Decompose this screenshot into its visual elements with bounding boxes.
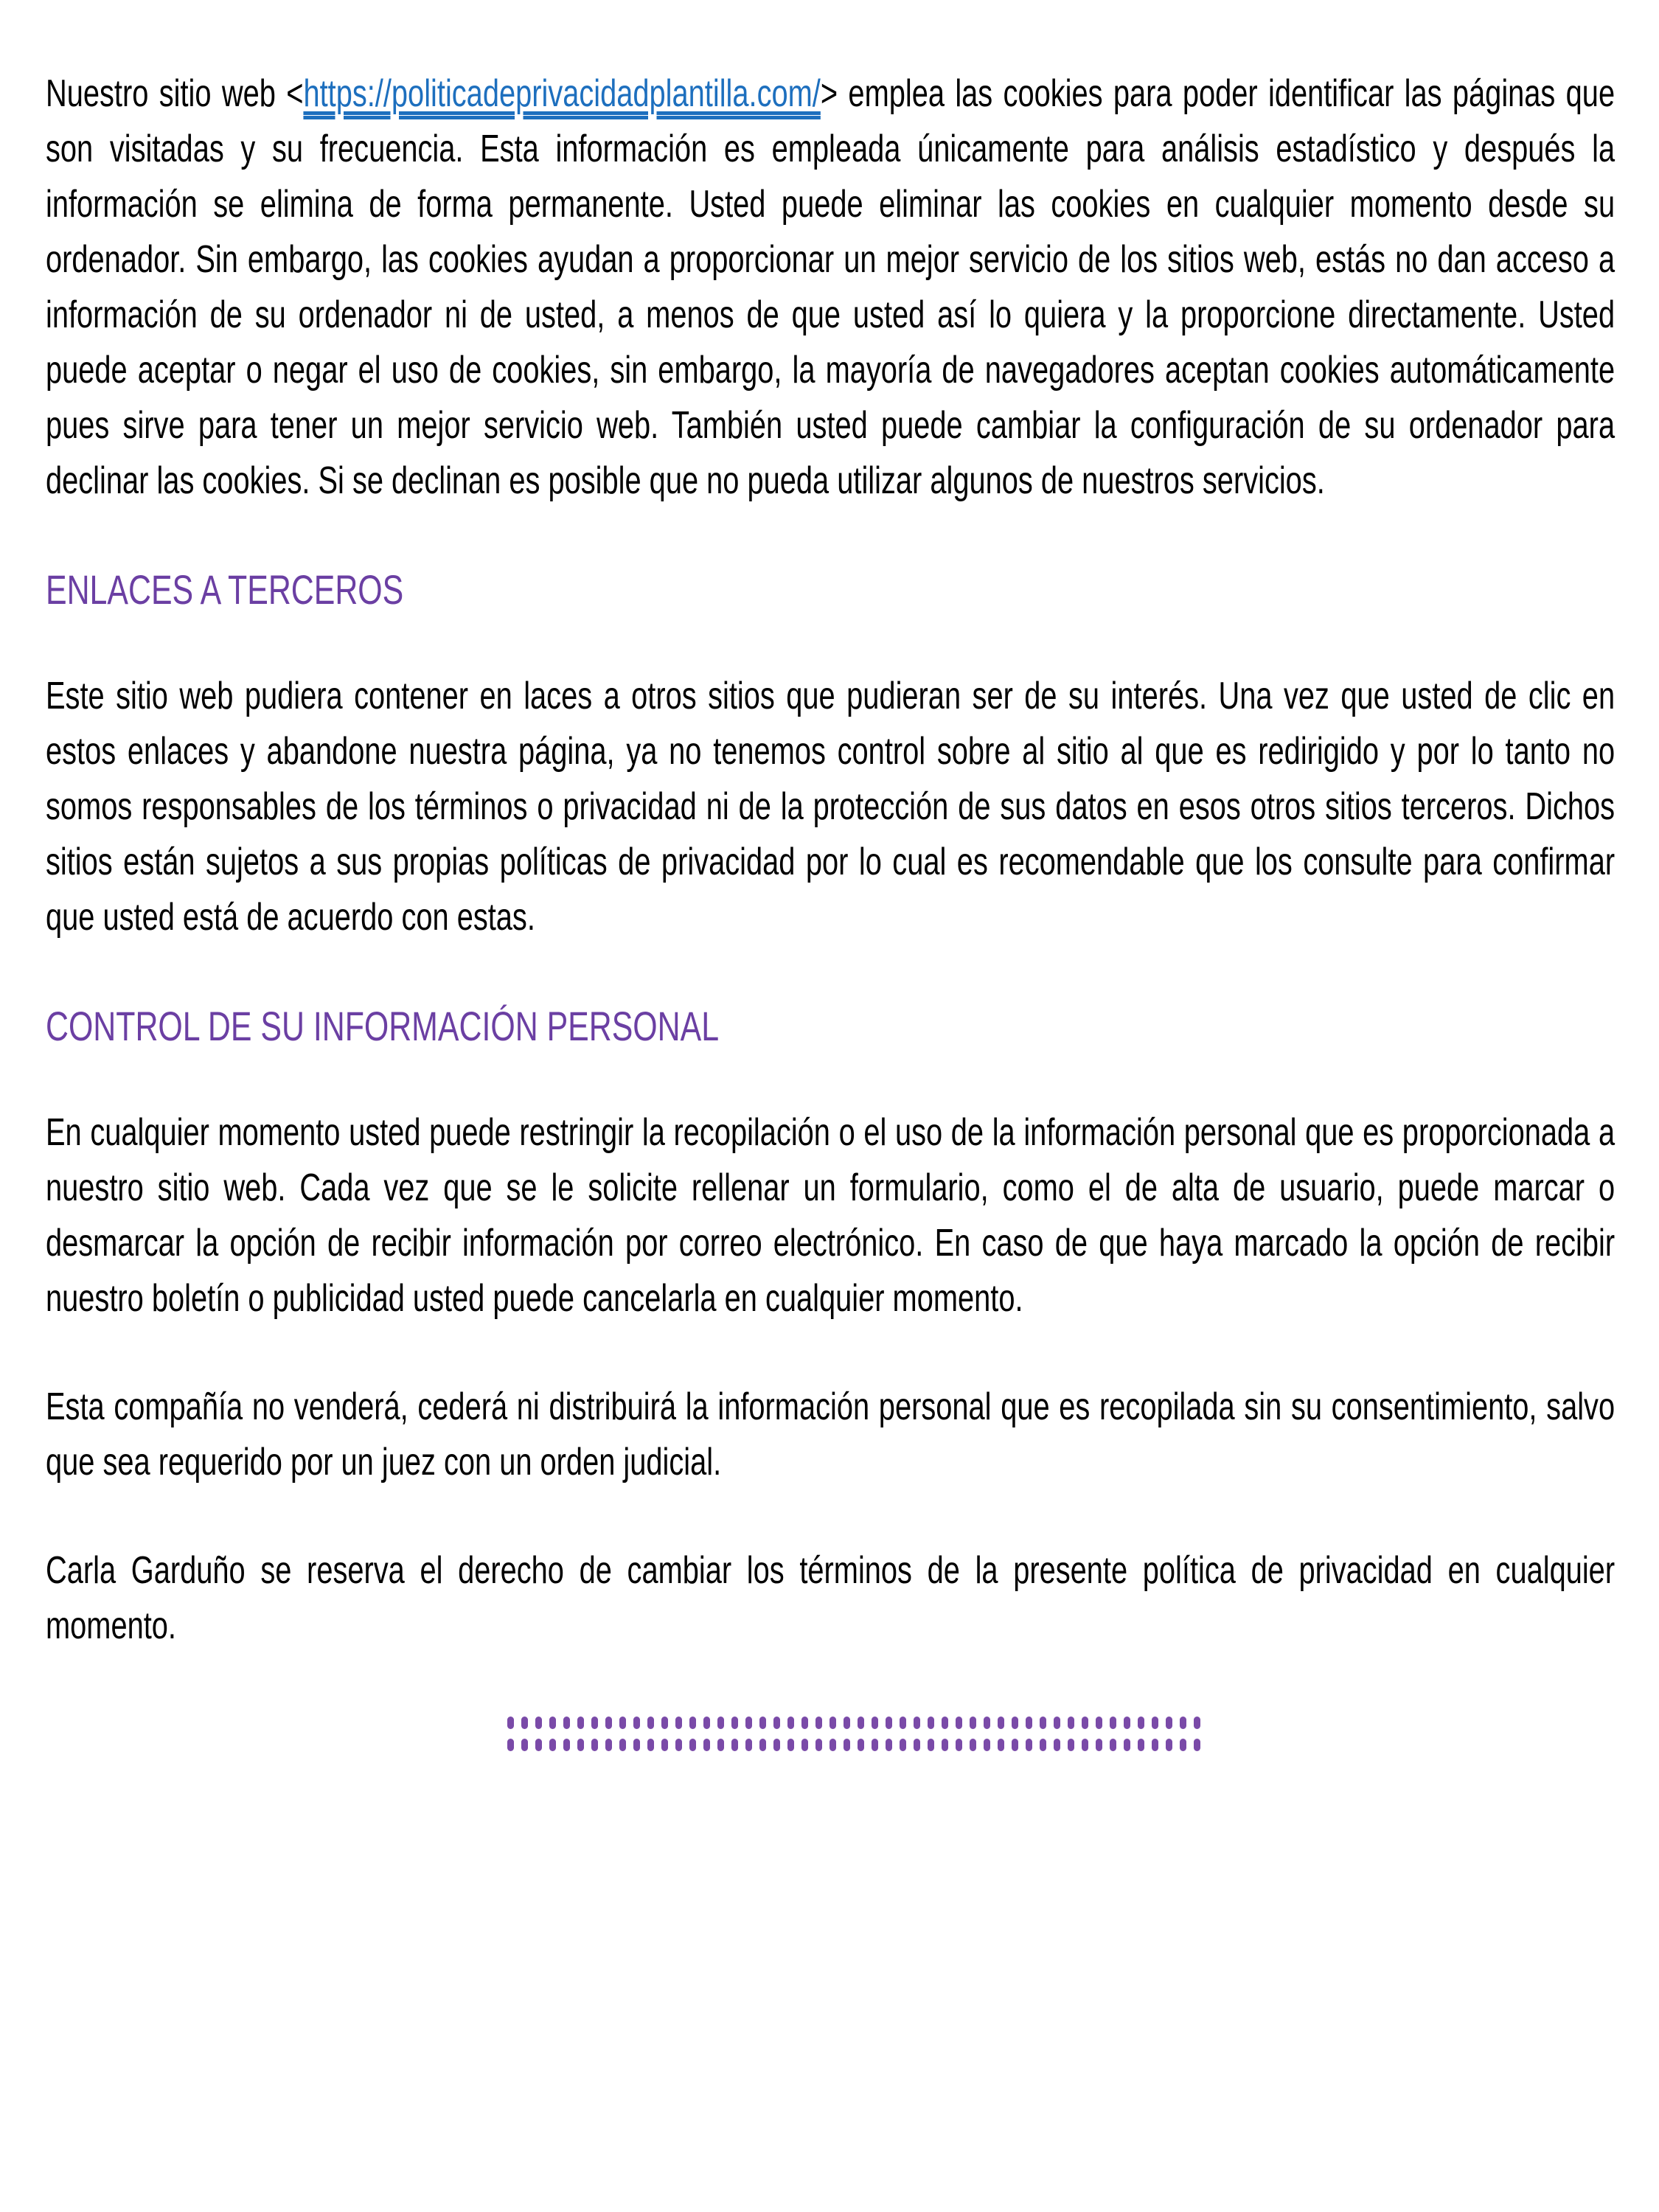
dot xyxy=(675,1717,682,1729)
dot xyxy=(1012,1717,1018,1729)
dot xyxy=(1012,1739,1018,1751)
dot xyxy=(900,1717,906,1729)
dot xyxy=(928,1739,934,1751)
dot xyxy=(521,1739,528,1751)
dot xyxy=(1096,1717,1102,1729)
dot xyxy=(563,1739,570,1751)
dot xyxy=(844,1739,850,1751)
dot xyxy=(970,1739,976,1751)
dot xyxy=(605,1717,612,1729)
control-informacion-paragraph-1: En cualquier momento usted puede restringir la recopilación o el uso de la información personal que es proporcionada a nuestro sitio web. Cada vez que se le solicite rellenar un formulario, como el de alta de usuario, puede marcar o desmarcar la opción de recibir información por correo electrónico. En caso de que haya marcado la opción de recibir nuestro boletín o publicidad usted puede cancelarla en cualquier momento. xyxy=(46,1111,1615,1320)
dot xyxy=(787,1717,794,1729)
dot xyxy=(928,1717,934,1729)
dot xyxy=(858,1739,864,1751)
cookies-paragraph-prefix: Nuestro sitio web < xyxy=(46,72,304,115)
dot xyxy=(1068,1739,1074,1751)
dot xyxy=(900,1739,906,1751)
dot xyxy=(1124,1739,1130,1751)
dot xyxy=(815,1717,822,1729)
dot xyxy=(759,1739,766,1751)
dot xyxy=(535,1717,542,1729)
dot xyxy=(984,1739,990,1751)
dot xyxy=(815,1739,822,1751)
dot xyxy=(717,1717,724,1729)
dot xyxy=(872,1739,878,1751)
dot xyxy=(1138,1717,1144,1729)
dot xyxy=(914,1739,920,1751)
dot xyxy=(731,1739,738,1751)
dot-row xyxy=(507,1739,1200,1751)
decoration-dots xyxy=(507,1717,1200,1751)
dot xyxy=(689,1717,696,1729)
dot xyxy=(970,1717,976,1729)
dot xyxy=(998,1717,1004,1729)
dot xyxy=(577,1739,584,1751)
dot xyxy=(1026,1739,1032,1751)
dot xyxy=(661,1717,668,1729)
dot xyxy=(1054,1717,1060,1729)
dot xyxy=(675,1739,682,1751)
dot xyxy=(745,1717,752,1729)
dot xyxy=(591,1739,598,1751)
cookies-paragraph xyxy=(46,66,1615,509)
dot xyxy=(619,1739,626,1751)
dot xyxy=(619,1717,626,1729)
dot xyxy=(689,1739,696,1751)
dot xyxy=(1110,1739,1116,1751)
dot xyxy=(1054,1739,1060,1751)
dot xyxy=(647,1717,654,1729)
dot xyxy=(1082,1739,1088,1751)
dot xyxy=(591,1717,598,1729)
dot xyxy=(1166,1739,1172,1751)
dot-row xyxy=(507,1717,1200,1729)
dot xyxy=(605,1739,612,1751)
dot xyxy=(801,1717,808,1729)
dot xyxy=(759,1717,766,1729)
document-body xyxy=(46,66,1615,1654)
control-informacion-paragraph-3: Carla Garduño se reserva el derecho de cambiar los términos de la presente política de privacidad en cualquier momento. xyxy=(46,1549,1615,1647)
dot xyxy=(647,1739,654,1751)
cookies-paragraph-suffix: > emplea las cookies para poder identificar las páginas que son visitadas y su frecuencia. Esta información es empleada únicamente para análisis estadístico y después la información se elimina de forma permanente. Usted puede eliminar las cookies en cualquier momento desde su ordenador. Sin embargo, las cookies ayudan a proporcionar un mejor servicio de los sitios web, estás no dan acceso a información de su ordenador ni de usted, a menos de que usted así lo quiera y la proporcione directamente. Usted puede aceptar o negar el uso de cookies, sin embargo, la mayoría de navegadores aceptan cookies automáticamente pues sirve para tener un mejor servicio web. También usted puede cambiar la configuración de su ordenador para declinar las cookies. Si se declinan es posible que no pueda utilizar algunos de nuestros servicios. xyxy=(46,72,1615,502)
dot xyxy=(942,1717,948,1729)
dot xyxy=(956,1739,962,1751)
dot xyxy=(549,1717,556,1729)
dot xyxy=(1194,1717,1200,1729)
dot xyxy=(1124,1717,1130,1729)
dot xyxy=(549,1739,556,1751)
dot xyxy=(1082,1717,1088,1729)
dot xyxy=(633,1739,640,1751)
dot xyxy=(942,1739,948,1751)
dot xyxy=(1138,1739,1144,1751)
dot xyxy=(1152,1717,1158,1729)
dot xyxy=(1096,1739,1102,1751)
dot xyxy=(507,1739,514,1751)
dot xyxy=(703,1717,710,1729)
section-heading-control-informacion-personal: CONTROL DE SU INFORMACIÓN PERSONAL xyxy=(46,1003,720,1049)
dot xyxy=(1152,1739,1158,1751)
dot xyxy=(535,1739,542,1751)
dot xyxy=(1110,1717,1116,1729)
enlaces-a-terceros-paragraph: Este sitio web pudiera contener en laces a otros sitios que pudieran ser de su interés. Una vez que usted de clic en estos enlaces y abandone nuestra página, ya no tenemos control sobre al sitio al que es redirigido y por lo tanto no somos responsables de los términos o privacidad ni de la protección de sus datos en esos otros sitios terceros. Dichos sitios están sujetos a sus propias políticas de privacidad por lo cual es recomendable que los consulte para confirmar que usted está de acuerdo con estas. xyxy=(46,675,1615,939)
dot xyxy=(914,1717,920,1729)
dot xyxy=(773,1717,780,1729)
dot xyxy=(1068,1717,1074,1729)
dot xyxy=(731,1717,738,1729)
dot xyxy=(787,1739,794,1751)
dot xyxy=(661,1739,668,1751)
dot xyxy=(1040,1739,1046,1751)
dot xyxy=(1040,1717,1046,1729)
section-heading-enlaces-a-terceros: ENLACES A TERCEROS xyxy=(46,566,404,613)
dot xyxy=(577,1717,584,1729)
dot xyxy=(703,1739,710,1751)
control-informacion-paragraph-2: Esta compañía no venderá, cederá ni distribuirá la información personal que es recopilada sin su consentimiento, salvo que sea requerido por un juez con un orden judicial. xyxy=(46,1385,1615,1484)
dot xyxy=(844,1717,850,1729)
dot xyxy=(886,1739,892,1751)
dot xyxy=(745,1739,752,1751)
dot xyxy=(886,1717,892,1729)
dot xyxy=(872,1717,878,1729)
dot xyxy=(633,1717,640,1729)
dot xyxy=(1180,1717,1186,1729)
dot xyxy=(858,1717,864,1729)
dot xyxy=(1166,1717,1172,1729)
dot xyxy=(1026,1717,1032,1729)
dot xyxy=(507,1717,514,1729)
dot xyxy=(984,1717,990,1729)
dot xyxy=(998,1739,1004,1751)
dot xyxy=(521,1717,528,1729)
dot xyxy=(563,1717,570,1729)
dot xyxy=(1180,1739,1186,1751)
dot xyxy=(830,1739,836,1751)
dot xyxy=(830,1717,836,1729)
dot xyxy=(773,1739,780,1751)
dot xyxy=(1194,1739,1200,1751)
dot xyxy=(956,1717,962,1729)
dot xyxy=(717,1739,724,1751)
dot xyxy=(801,1739,808,1751)
privacy-policy-link[interactable]: https://politicadeprivacidadplantilla.com/ xyxy=(303,72,821,115)
